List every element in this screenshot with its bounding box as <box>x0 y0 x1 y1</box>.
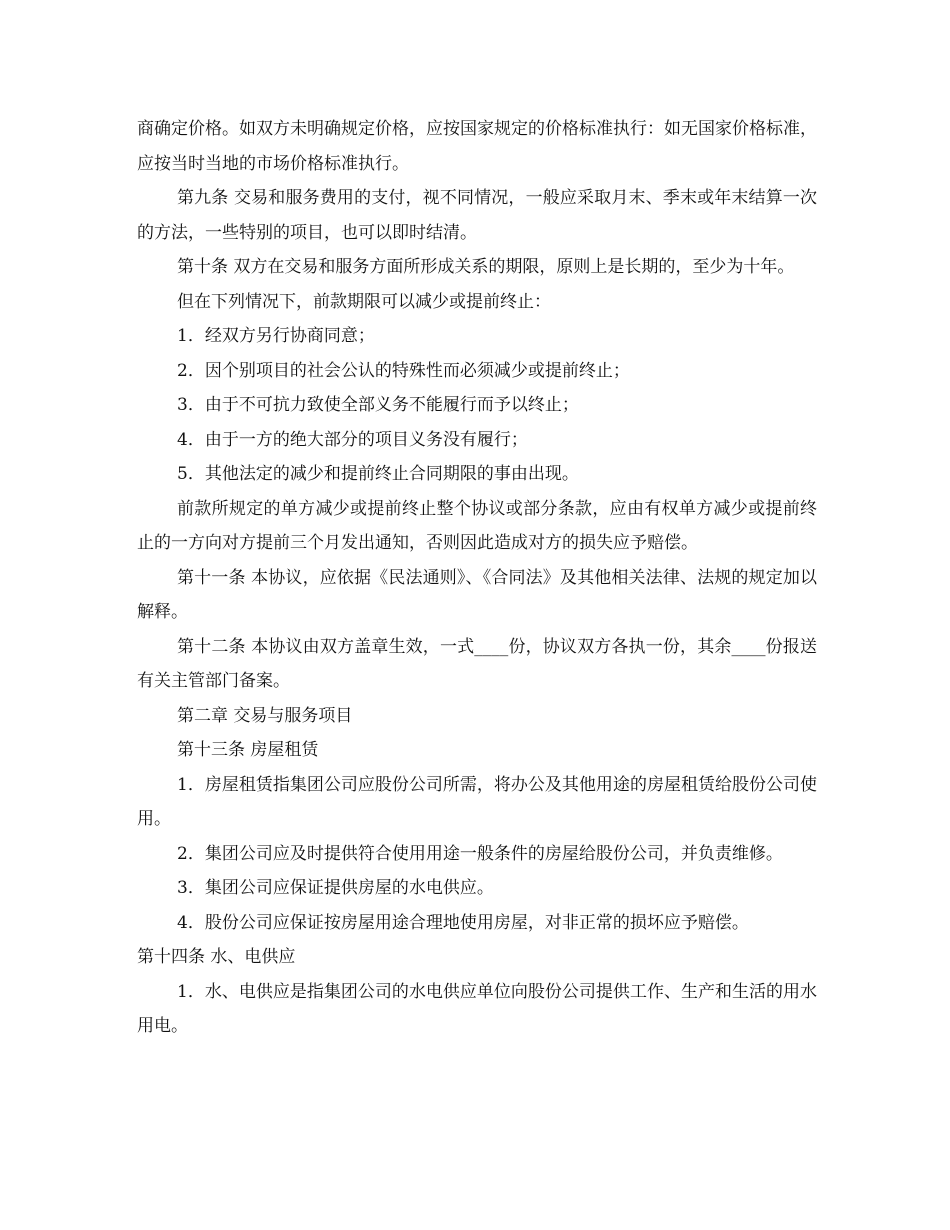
list-item-4: 4．由于一方的绝大部分的项目义务没有履行； <box>177 429 528 450</box>
article-13-item-3: 3．集团公司应保证提供房屋的水电供应。 <box>177 878 494 898</box>
list-item-2: 2．因个别项目的社会公认的特殊性而必须减少或提前终止； <box>177 360 630 381</box>
article-13-item-4: 4．股份公司应保证按房屋用途合理地使用房屋，对非正常的损坏应予赔偿。 <box>177 912 749 933</box>
document-page <box>137 112 817 1044</box>
article-13-heading: 第十三条 房屋租赁 <box>177 740 319 760</box>
article-13-item-2: 2．集团公司应及时提供符合使用用途一般条件的房屋给股份公司，并负责维修。 <box>177 843 783 864</box>
article-14-item-1: 1．水、电供应是指集团公司的水电供应单位向股份公司提供工作、生产和生活的用水用电。 <box>137 981 817 1036</box>
paragraph-price-standard: 商确定价格。如双方未明确规定价格，应按国家规定的价格标准执行：如无国家价格标准，应按当时当地的市场价格标准执行。 <box>137 119 817 174</box>
article-14-heading: 第十四条 水、电供应 <box>137 947 296 967</box>
paragraph-termination-notice: 前款所规定的单方减少或提前终止整个协议或部分条款，应由有权单方减少或提前终止的一方向对方提前三个月发出通知，否则因此造成对方的损失应予赔偿。 <box>137 498 817 553</box>
paragraph-article-12: 第十二条 本协议由双方盖章生效，一式____份，协议双方各执一份，其余____份报送有关主管部门备案。 <box>137 636 817 691</box>
paragraph-article-10: 第十条 双方在交易和服务方面所形成关系的期限，原则上是长期的，至少为十年。 <box>177 257 795 277</box>
list-item-1: 1．经双方另行协商同意； <box>177 326 375 346</box>
chapter-heading: 第二章 交易与服务项目 <box>177 705 353 726</box>
list-item-3: 3．由于不可抗力致使全部义务不能履行而予以终止； <box>177 395 579 415</box>
paragraph-article-11: 第十一条 本协议，应依据《民法通则》、《合同法》及其他相关法律、法规的规定加以解释。 <box>137 567 817 622</box>
paragraph-exceptions-intro: 但在下列情况下，前款期限可以减少或提前终止： <box>177 291 551 312</box>
list-item-5: 5．其他法定的减少和提前终止合同期限的事由出现。 <box>177 464 579 484</box>
article-13-item-1: 1．房屋租赁指集团公司应股份公司所需，将办公及其他用途的房屋租赁给股份公司使用。 <box>137 774 817 829</box>
paragraph-article-9: 第九条 交易和服务费用的支付，视不同情况，一般应采取月末、季末或年末结算一次的方法，一些特别的项目，也可以即时结清。 <box>137 188 817 243</box>
